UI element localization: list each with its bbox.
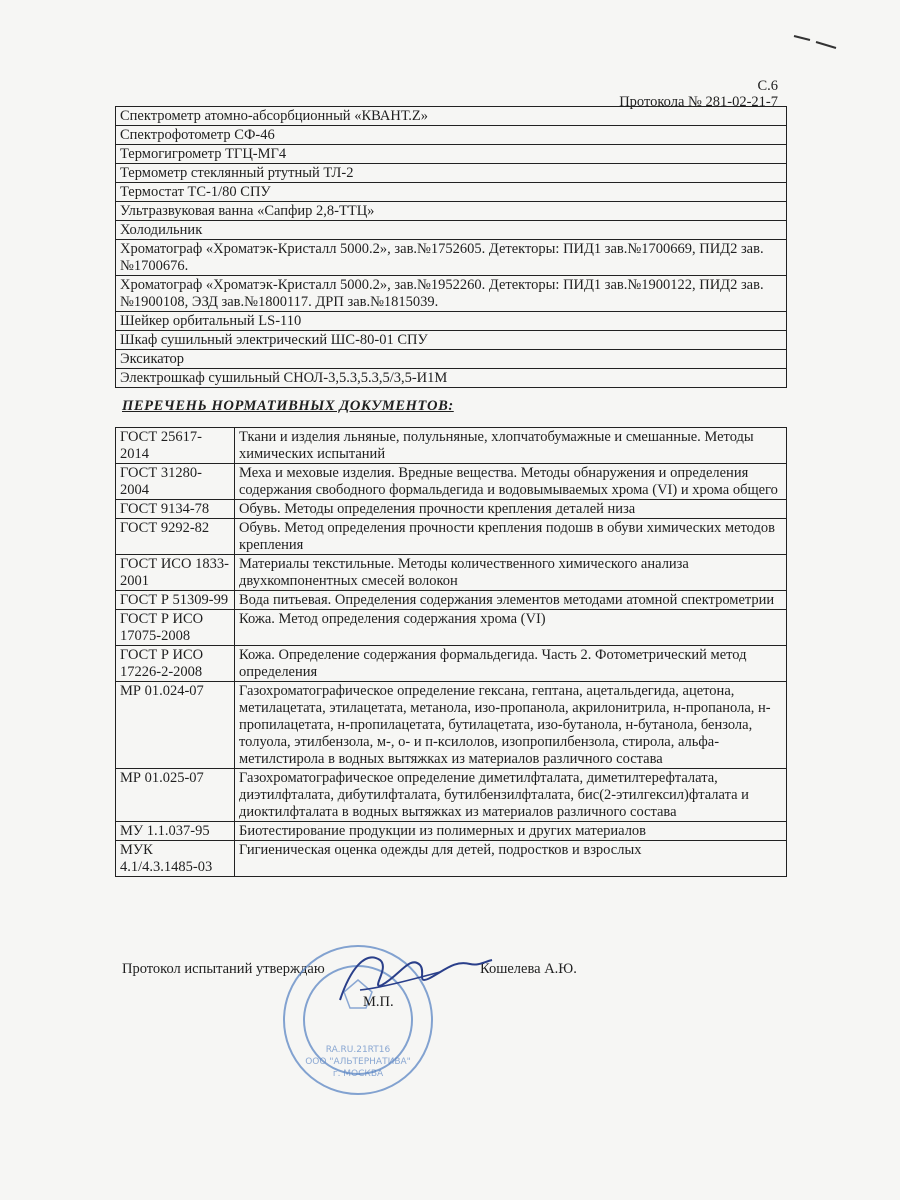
document-code: ГОСТ 25617-2014 — [116, 428, 235, 464]
document-code: МУ 1.1.037-95 — [116, 822, 235, 841]
seal-label: М.П. — [363, 994, 394, 1010]
document-row — [116, 769, 787, 822]
document-row — [116, 822, 787, 841]
equipment-item: Спектрофотометр СФ-46 — [116, 126, 787, 145]
document-title: Вода питьевая. Определения содержания элементов методами атомной спектрометрии — [235, 591, 787, 610]
equipment-row — [116, 126, 787, 145]
equipment-item: Холодильник — [116, 221, 787, 240]
document-title: Газохроматографическое определение диметилфталата, диметилтерефталата, диэтилфталата, дибутилфталата, бутилбензилфталата, бис(2-этилгексил)фталата и диоктилфталата в водных вытяжках из материалов различного состава — [235, 769, 787, 822]
equipment-row — [116, 183, 787, 202]
equipment-item: Термостат ТС-1/80 СПУ — [116, 183, 787, 202]
document-code: МР 01.025-07 — [116, 769, 235, 822]
document-code: ГОСТ Р ИСО 17075-2008 — [116, 610, 235, 646]
equipment-row — [116, 312, 787, 331]
equipment-row — [116, 164, 787, 183]
equipment-row — [116, 145, 787, 164]
document-title: Обувь. Метод определения прочности крепления подошв в обуви химических методов крепления — [235, 519, 787, 555]
document-row — [116, 428, 787, 464]
document-title: Кожа. Метод определения содержания хрома (VI) — [235, 610, 787, 646]
approval-text: Протокол испытаний утверждаю — [122, 961, 325, 977]
document-row — [116, 610, 787, 646]
document-title: Гигиеническая оценка одежды для детей, подростков и взрослых — [235, 841, 787, 877]
stamp-line: ООО "АЛЬТЕРНАТИВА" — [305, 1057, 411, 1067]
equipment-item: Хроматограф «Хроматэк-Кристалл 5000.2», зав.№1952260. Детекторы: ПИД1 зав.№1900122, ПИД2 зав.№1900108, ЭЗД зав.№1800117. ДРП зав.№1815039. — [116, 276, 787, 312]
document-code: МР 01.024-07 — [116, 682, 235, 769]
document-code: ГОСТ Р ИСО 17226-2-2008 — [116, 646, 235, 682]
document-title: Обувь. Методы определения прочности крепления деталей низа — [235, 500, 787, 519]
equipment-item: Шкаф сушильный электрический ШС-80-01 СПУ — [116, 331, 787, 350]
document-code: МУК 4.1/4.3.1485-03 — [116, 841, 235, 877]
equipment-row — [116, 350, 787, 369]
equipment-item: Шейкер орбитальный LS-110 — [116, 312, 787, 331]
document-code: ГОСТ 9134-78 — [116, 500, 235, 519]
equipment-row — [116, 221, 787, 240]
section-title: ПЕРЕЧЕНЬ НОРМАТИВНЫХ ДОКУМЕНТОВ: — [122, 398, 454, 414]
stamp-line: RA.RU.21RT16 — [325, 1045, 391, 1055]
scan-mark-icon — [790, 30, 840, 50]
equipment-item: Эксикатор — [116, 350, 787, 369]
document-title: Газохроматографическое определение гексана, гептана, ацетальдегида, ацетона, метилацетата, этилацетата, метанола, изо-пропанола, акрилонитрила, н-пропанола, н-пропилацетата, н-пропилацетата, бутилацетата, изо-бутанола, н-бутанола, бензола, толуола, этилбензола, м-, о- и п-ксилолов, изопропилбензола, стирола, альфа-метилстирола в водных вытяжках из материалов различного состава — [235, 682, 787, 769]
document-title: Кожа. Определение содержания формальдегида. Часть 2. Фотометрический метод определения — [235, 646, 787, 682]
document-title: Материалы текстильные. Методы количественного химического анализа двухкомпонентных смесей волокон — [235, 555, 787, 591]
signature-icon — [320, 930, 500, 1020]
document-title: Меха и меховые изделия. Вредные вещества. Методы обнаружения и определения содержания свободного формальдегида и водовымываемых хрома (VI) и хрома общего — [235, 464, 787, 500]
document-row — [116, 500, 787, 519]
documents-table — [115, 427, 787, 877]
equipment-item: Электрошкаф сушильный СНОЛ-3,5.3,5.3,5/3,5-И1М — [116, 369, 787, 388]
document-row — [116, 646, 787, 682]
document-row — [116, 555, 787, 591]
document-row — [116, 591, 787, 610]
document-title: Ткани и изделия льняные, полульняные, хлопчатобумажные и смешанные. Методы химических испытаний — [235, 428, 787, 464]
document-row — [116, 519, 787, 555]
approver-name: Кошелева А.Ю. — [480, 961, 577, 977]
document-code: ГОСТ ИСО 1833-2001 — [116, 555, 235, 591]
equipment-item: Термогигрометр ТГЦ-МГ4 — [116, 145, 787, 164]
equipment-item: Спектрометр атомно-абсорбционный «КВАНТ.Z» — [116, 107, 787, 126]
equipment-item: Хроматограф «Хроматэк-Кристалл 5000.2», зав.№1752605. Детекторы: ПИД1 зав.№1700669, ПИД2 зав.№1700676. — [116, 240, 787, 276]
equipment-item: Ультразвуковая ванна «Сапфир 2,8-ТТЦ» — [116, 202, 787, 221]
document-row — [116, 464, 787, 500]
protocol-number: Протокола № 281-02-21-7 — [619, 94, 778, 110]
document-code: ГОСТ 9292-82 — [116, 519, 235, 555]
document-code: ГОСТ 31280-2004 — [116, 464, 235, 500]
document-row — [116, 841, 787, 877]
document-row — [116, 682, 787, 769]
document-code: ГОСТ Р 51309-99 — [116, 591, 235, 610]
equipment-row — [116, 107, 787, 126]
equipment-row — [116, 202, 787, 221]
equipment-row — [116, 276, 787, 312]
stamp-line: г. МОСКВА — [332, 1069, 384, 1079]
equipment-row — [116, 240, 787, 276]
equipment-row — [116, 369, 787, 388]
document-title: Биотестирование продукции из полимерных и других материалов — [235, 822, 787, 841]
page-number: С.6 — [757, 78, 778, 94]
equipment-item: Термометр стеклянный ртутный ТЛ-2 — [116, 164, 787, 183]
equipment-table — [115, 106, 787, 388]
equipment-row — [116, 331, 787, 350]
